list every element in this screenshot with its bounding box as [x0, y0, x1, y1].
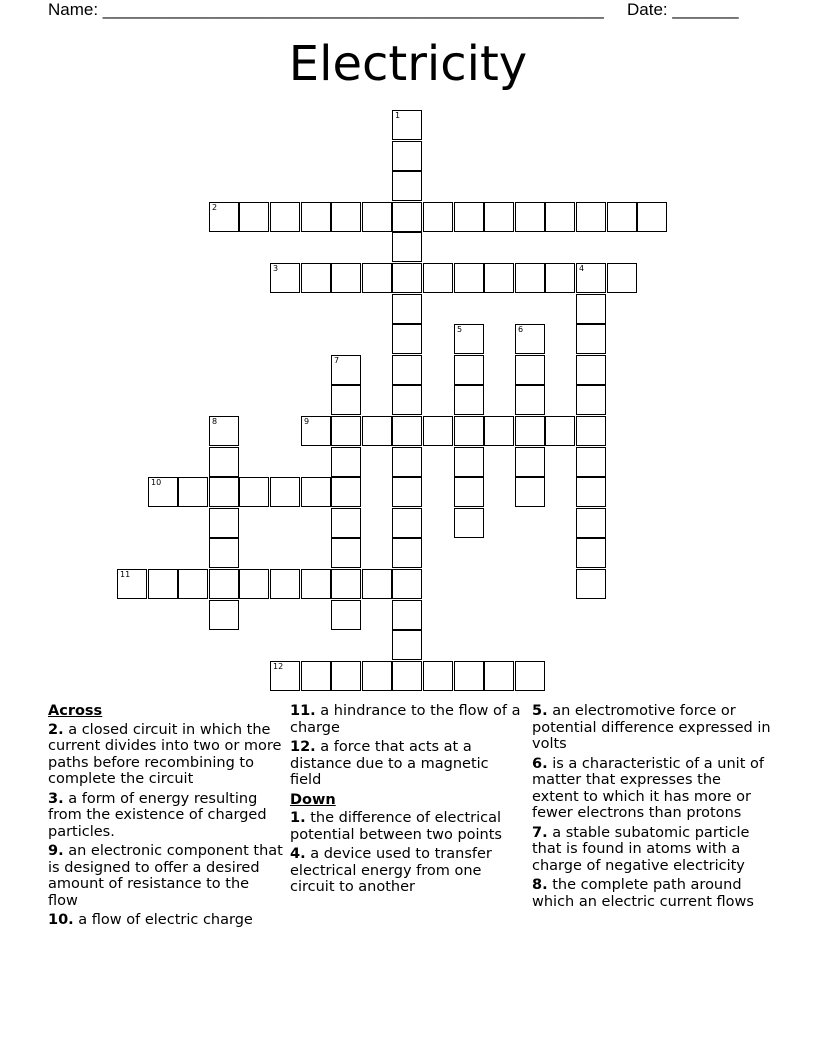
grid-cell[interactable] [209, 416, 239, 446]
across-heading: Across [48, 703, 103, 719]
grid-cell[interactable] [392, 416, 422, 446]
clue-number: 11. [290, 703, 316, 719]
cell-number: 6 [518, 325, 524, 334]
grid-cell[interactable] [515, 477, 545, 507]
grid-cell[interactable] [515, 324, 545, 354]
grid-cell[interactable] [239, 569, 269, 599]
grid-cell[interactable] [331, 355, 361, 385]
grid-cell[interactable] [270, 202, 300, 232]
down-heading: Down [290, 791, 336, 808]
grid-cell[interactable] [270, 263, 300, 293]
clue-across-3 [48, 791, 283, 841]
grid-cell[interactable] [607, 202, 637, 232]
clue-number: 5. [532, 703, 548, 719]
grid-cell[interactable] [576, 263, 606, 293]
grid-cell[interactable] [270, 661, 300, 691]
grid-cell[interactable] [454, 508, 484, 538]
grid-cell[interactable] [454, 416, 484, 446]
grid-cell[interactable] [576, 569, 606, 599]
grid-cell[interactable] [209, 538, 239, 568]
grid-cell[interactable] [362, 416, 392, 446]
clue-number: 10. [48, 912, 74, 928]
grid-cell[interactable] [301, 263, 331, 293]
grid-cell[interactable] [301, 477, 331, 507]
grid-cell[interactable] [392, 232, 422, 262]
grid-cell[interactable] [392, 447, 422, 477]
grid-cell[interactable] [392, 355, 422, 385]
clue-down-7 [532, 825, 772, 875]
grid-cell[interactable] [331, 385, 361, 415]
grid-cell[interactable] [576, 416, 606, 446]
grid-cell[interactable] [484, 416, 514, 446]
clue-text: an electronic component that is designed to offer a desired amount of resistance to the flow [48, 843, 283, 909]
grid-cell[interactable] [392, 508, 422, 538]
grid-cell[interactable] [392, 202, 422, 232]
grid-cell[interactable] [515, 416, 545, 446]
grid-cell[interactable] [331, 600, 361, 630]
grid-cell[interactable] [270, 477, 300, 507]
clue-number: 3. [48, 790, 64, 807]
clues-column-3 [532, 703, 772, 913]
grid-cell[interactable] [607, 263, 637, 293]
grid-cell[interactable] [515, 355, 545, 385]
grid-cell[interactable] [576, 477, 606, 507]
clue-text: a form of energy resulting from the existence of charged particles. [48, 790, 267, 840]
grid-cell[interactable] [454, 447, 484, 477]
grid-cell[interactable] [392, 661, 422, 691]
grid-cell[interactable] [423, 263, 453, 293]
clue-number: 9. [48, 843, 64, 859]
grid-cell[interactable] [148, 477, 178, 507]
cell-number: 2 [212, 203, 218, 212]
clue-text: a device used to transfer electrical energy from one circuit to another [290, 846, 492, 895]
grid-cell[interactable] [576, 538, 606, 568]
clue-text: a hindrance to the flow of a charge [290, 703, 521, 736]
grid-cell[interactable] [331, 416, 361, 446]
clue-number: 2. [48, 721, 64, 738]
grid-cell[interactable] [239, 202, 269, 232]
grid-cell[interactable] [484, 202, 514, 232]
clue-across-12 [290, 739, 522, 789]
grid-cell[interactable] [209, 508, 239, 538]
grid-cell[interactable] [392, 630, 422, 660]
clue-number: 7. [532, 824, 548, 841]
grid-cell[interactable] [423, 416, 453, 446]
cell-number: 5 [457, 325, 463, 334]
grid-cell[interactable] [576, 324, 606, 354]
grid-cell[interactable] [576, 447, 606, 477]
clue-down-8 [532, 877, 772, 910]
name-field[interactable]: Name: _____________________________________________________ [48, 0, 604, 19]
grid-cell[interactable] [362, 263, 392, 293]
grid-cell[interactable] [209, 447, 239, 477]
clues-column-1 [48, 703, 283, 932]
clue-text: the complete path around which an electric current flows [532, 877, 754, 910]
clue-text: a closed circuit in which the current divides into two or more paths before recombining to complete the circuit [48, 721, 282, 787]
grid-cell[interactable] [545, 202, 575, 232]
grid-cell[interactable] [484, 263, 514, 293]
cell-number: 11 [120, 570, 131, 579]
grid-cell[interactable] [331, 263, 361, 293]
grid-cell[interactable] [515, 385, 545, 415]
grid-cell[interactable] [454, 355, 484, 385]
cell-number: 9 [304, 417, 310, 426]
clue-text: is a characteristic of a unit of matter that expresses the extent to which it has more or fewer electrons than protons [532, 755, 764, 821]
grid-cell[interactable] [301, 569, 331, 599]
grid-cell[interactable] [454, 477, 484, 507]
clue-number: 6. [532, 755, 548, 772]
cell-number: 12 [273, 662, 284, 671]
grid-cell[interactable] [392, 385, 422, 415]
grid-cell[interactable] [362, 202, 392, 232]
clue-across-10 [48, 912, 283, 929]
grid-cell[interactable] [209, 477, 239, 507]
grid-cell[interactable] [423, 661, 453, 691]
grid-cell[interactable] [454, 202, 484, 232]
grid-cell[interactable] [301, 416, 331, 446]
grid-cell[interactable] [331, 477, 361, 507]
grid-cell[interactable] [392, 294, 422, 324]
grid-cell[interactable] [362, 661, 392, 691]
page-title: Electricity [288, 36, 528, 92]
grid-cell[interactable] [392, 538, 422, 568]
grid-cell[interactable] [270, 569, 300, 599]
grid-cell[interactable] [331, 661, 361, 691]
clue-text: a flow of electric charge [78, 912, 253, 928]
grid-cell[interactable] [576, 508, 606, 538]
grid-cell[interactable] [178, 569, 208, 599]
cell-number: 4 [579, 264, 585, 273]
clue-number: 8. [532, 877, 548, 893]
grid-cell[interactable] [301, 661, 331, 691]
grid-cell[interactable] [178, 477, 208, 507]
clue-down-5 [532, 703, 772, 753]
cell-number: 10 [151, 478, 162, 487]
clue-across-9 [48, 843, 283, 909]
grid-cell[interactable] [637, 202, 667, 232]
grid-cell[interactable] [301, 202, 331, 232]
date-field[interactable]: Date: _______ [627, 0, 739, 19]
cell-number: 7 [334, 356, 340, 365]
grid-cell[interactable] [454, 661, 484, 691]
grid-cell[interactable] [209, 569, 239, 599]
clue-text: an electromotive force or potential difference expressed in volts [532, 703, 771, 752]
grid-cell[interactable] [392, 110, 422, 140]
grid-cell[interactable] [331, 569, 361, 599]
grid-cell[interactable] [454, 385, 484, 415]
grid-cell[interactable] [545, 263, 575, 293]
grid-cell[interactable] [117, 569, 147, 599]
grid-cell[interactable] [484, 661, 514, 691]
grid-cell[interactable] [576, 385, 606, 415]
grid-cell[interactable] [515, 263, 545, 293]
grid-cell[interactable] [392, 569, 422, 599]
grid-cell[interactable] [515, 202, 545, 232]
grid-cell[interactable] [331, 202, 361, 232]
grid-cell[interactable] [454, 324, 484, 354]
grid-cell[interactable] [576, 294, 606, 324]
grid-cell[interactable] [392, 171, 422, 201]
cell-number: 8 [212, 417, 218, 426]
clue-text: a force that acts at a distance due to a magnetic field [290, 739, 489, 788]
clue-down-6 [532, 756, 772, 822]
grid-cell[interactable] [362, 569, 392, 599]
grid-cell[interactable] [331, 447, 361, 477]
grid-cell[interactable] [545, 416, 575, 446]
grid-cell[interactable] [148, 569, 178, 599]
clue-down-1 [290, 810, 522, 843]
clue-across-11 [290, 703, 522, 736]
clue-number: 12. [290, 739, 316, 755]
grid-cell[interactable] [576, 202, 606, 232]
grid-cell[interactable] [209, 600, 239, 630]
cell-number: 3 [273, 264, 279, 273]
grid-cell[interactable] [392, 600, 422, 630]
clue-text: the difference of electrical potential between two points [290, 810, 502, 843]
grid-cell[interactable] [392, 324, 422, 354]
clue-text: a stable subatomic particle that is found in atoms with a charge of negative electricity [532, 824, 750, 874]
grid-cell[interactable] [454, 263, 484, 293]
clue-number: 1. [290, 810, 306, 826]
grid-cell[interactable] [209, 202, 239, 232]
clue-across-2 [48, 722, 283, 788]
cell-number: 1 [395, 111, 401, 120]
grid-cell[interactable] [576, 355, 606, 385]
clue-down-4 [290, 846, 522, 896]
grid-cell[interactable] [515, 661, 545, 691]
grid-cell[interactable] [331, 508, 361, 538]
grid-cell[interactable] [423, 202, 453, 232]
grid-cell[interactable] [392, 263, 422, 293]
clues-column-2 [290, 703, 522, 899]
clue-number: 4. [290, 846, 306, 862]
grid-cell[interactable] [392, 141, 422, 171]
grid-cell[interactable] [331, 538, 361, 568]
grid-cell[interactable] [515, 447, 545, 477]
grid-cell[interactable] [392, 477, 422, 507]
grid-cell[interactable] [239, 477, 269, 507]
